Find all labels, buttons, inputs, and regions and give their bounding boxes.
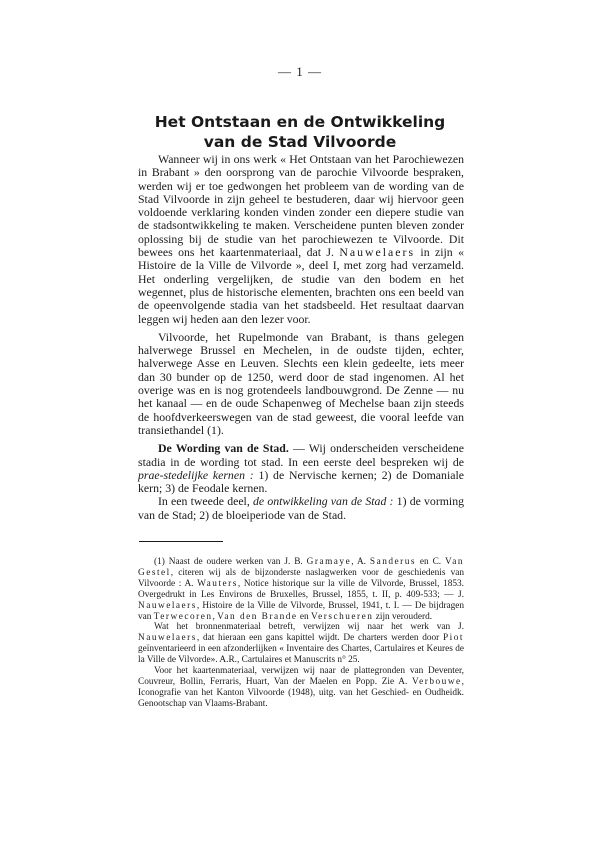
text-run: Wanneer wij in ons werk « Het Ontstaan van het Parochiewezen in Brabant » den oorsprong van de parochie Vilvoorde bespraken, werden wij er toe gedwongen het probleem van de wording van de Stad Vilvoorde in zijn geheel te bestuderen, daar wij hiervoor geen voldoende verklaring konden vinden zonder een diepere studie van de stadsontwikkeling te maken. Verscheidene punten bleven zonder oplossing bij de studie van het parochiewezen te Vilvoorde. Dit bewees ons het kaartenmateriaal, dat J. xyxy=(138,152,464,260)
paragraph-wording xyxy=(138,442,464,495)
text-run: in zijn « Histoire de la Ville de Vilvorde », deel I, met zorg had verzameld. Het onderling vergelijken, de studie van den bodem en het wegennet, plus de historische elementen, brachten ons een beeld van de opeenvolgende stadia van het stadsbeeld. Het resultaat daarvan leggen wij heden aan den lezer voor. xyxy=(138,245,464,326)
author-name: Verbouwe xyxy=(411,676,462,687)
section-heading: De Wording van de Stad. xyxy=(158,441,289,456)
italic-term: de ontwikkeling van de Stad : xyxy=(253,494,394,509)
author-name: Wauters xyxy=(197,578,238,589)
text-run: 1) de vorming van de Stad; 2) de bloeiperiode van de Stad. xyxy=(138,494,464,522)
author-name: Van den Brande xyxy=(217,611,298,622)
page-number: — 1 — xyxy=(278,64,322,79)
text-run: en C. xyxy=(416,557,446,567)
author-name: Nauwelaers xyxy=(339,245,416,260)
text-run: Voor het kaartenmateriaal, verwijzen wij naar de plattegronden van Deventer, Couvreur, Bollin, Ferraris, Huart, Van der Maelen en Popp. Zie A. xyxy=(138,666,464,687)
author-name: Nauwelaers xyxy=(138,600,197,611)
italic-term: prae-stedelijke kernen : xyxy=(138,467,254,482)
footnote-sources xyxy=(138,622,464,666)
page-title xyxy=(0,112,600,152)
text-run: , A. xyxy=(351,557,370,567)
author-name: Nauwelaers xyxy=(138,633,197,644)
title-line-2: van de Stad Vilvoorde xyxy=(203,133,397,151)
footnotes xyxy=(138,557,464,710)
text-run: , Notice historique sur la ville de Vilvorde, Brussel, 1853. Overgedrukt in Les Environs de Bruxelles, Brussel, 1855, t. II, p. 409-533; — J. xyxy=(138,578,464,600)
footnote-1 xyxy=(138,557,464,622)
text-run: , dat hieraan een gans kapittel wijdt. De charters werden door xyxy=(196,633,443,644)
footnote-maps xyxy=(138,666,464,710)
text-run: (1) Naast de oudere werken van J. B. xyxy=(154,557,307,567)
text-run: , Histoire de la Ville de Vilvorde, Brussel, 1941, t. I. — De bijdragen van xyxy=(138,600,464,622)
footnote-divider xyxy=(139,541,223,542)
author-name: Sanderus xyxy=(369,557,416,567)
text-run: , citeren wij als de bijzonderste naslagwerken voor de geschiedenis van Vilvoorde : A. xyxy=(138,567,464,589)
text-run: zijn verouderd. xyxy=(373,611,433,622)
author-name: Verschueren xyxy=(310,611,374,622)
paragraph-intro xyxy=(138,153,464,326)
text-run: — Wij onderscheiden verscheidene stadia in de wording tot stad. In een eerste deel bespreken wij de xyxy=(138,441,464,469)
paragraph-second-part xyxy=(138,495,464,522)
text-run: 1) de Nervische kernen; 2) de Domaniale kern; 3) de Feodale kernen. xyxy=(138,467,464,496)
author-name: Terwecoren xyxy=(153,611,213,622)
title-line-1: Het Ontstaan en de Ontwikkeling xyxy=(154,113,446,131)
body-text xyxy=(138,153,464,527)
author-name: Van Gestel xyxy=(138,557,465,578)
paragraph-vilvoorde: Vilvoorde, het Rupelmonde van Brabant, is thans gelegen halverwege Brussel en Mechelen, in de oudste tijden, echter, halverwege Asse en Leuven. Slechts een klein gedeelte, iets meer dan 30 bunder op de 1250, werd door de stad ingenomen. Al het overige was en is nog grotendeels landbouwgrond. De Zenne — nu het kanaal — en de oude Schapenweg of Mechelse baan zijn steeds de hoofdverkeerswegen van de stad geweest, die vooral leefde van transiethandel (1). xyxy=(138,329,464,437)
author-name: Gramaye xyxy=(306,557,352,567)
text-run: Wat het bronnenmateriaal betreft, verwijzen wij naar het werk van J. xyxy=(154,622,464,633)
text-run: , xyxy=(212,611,218,622)
text-run: In een tweede deel, xyxy=(158,494,253,509)
text-run: en xyxy=(297,611,311,622)
author-name: Piot xyxy=(443,633,464,644)
text-run: geïnventarieerd in een afzonderlijken « Inventaire des Chartes, Cartulaires et Keures de la Ville de Vilvorde». A.R., Cartulaires et Manuscrits n° 25. xyxy=(138,644,464,666)
text-run: , Iconografie van het Kanton Vilvoorde (1948), uitg. van het Geschied- en Oudheidk. Genootschap van Vlaams-Brabant. xyxy=(138,676,464,709)
